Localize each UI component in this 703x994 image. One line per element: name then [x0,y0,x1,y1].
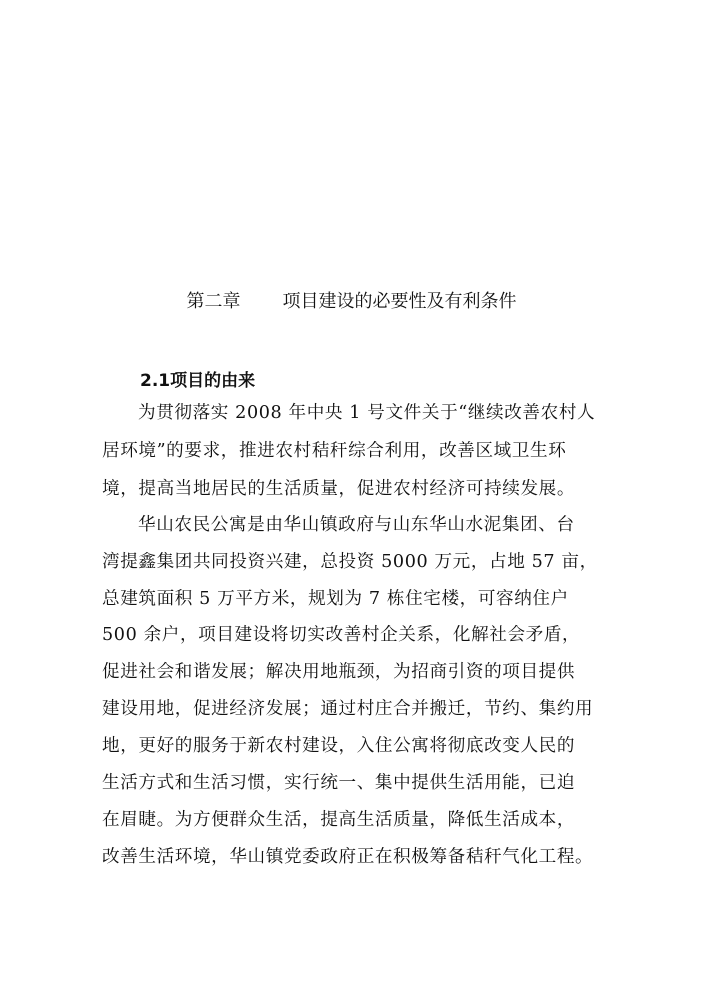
paragraph-2-line-5: 促进社会和谐发展；解决用地瓶颈，为招商引资的项目提供 [102,662,576,682]
paragraph-2-line-6: 建设用地，促进经济发展；通过村庄合并搬迁，节约、集约用 [102,699,594,719]
chapter-title [0,289,703,315]
paragraph-2-line-10: 改善生活环境，华山镇党委政府正在积极筹备秸秆气化工程。 [102,847,594,867]
paragraph-2-line-7: 地，更好的服务于新农村建设，入住公寓将彻底改变人民的 [102,736,576,756]
chapter-name: 项目建设的必要性及有利条件 [282,291,517,312]
paragraph-2-line-9: 在眉睫。为方便群众生活，提高生活质量，降低生活成本， [102,810,576,830]
paragraph-1-line-1: 为贯彻落实 2008 年中央 1 号文件关于“继续改善农村人 [138,403,596,423]
paragraph-2-line-3: 总建筑面积 5 万平方米，规划为 7 栋住宅楼，可容纳住户 [102,589,569,609]
paragraph-2-line-4: 500 余户，项目建设将切实改善村企关系，化解社会矛盾， [102,625,581,645]
paragraph-2-line-1: 华山农民公寓是由华山镇政府与山东华山水泥集团、台 [138,515,575,535]
paragraph-2-line-8: 生活方式和生活习惯，实行统一、集中提供生活用能，已迫 [102,773,576,793]
paragraph-1-line-3: 境，提高当地居民的生活质量，促进农村经济可持续发展。 [102,479,576,499]
paragraph-2-line-2: 湾提鑫集团共同投资兴建，总投资 5000 万元，占地 57 亩， [102,552,598,572]
paragraph-1-line-2: 居环境”的要求，推进农村秸秆综合利用，改善区域卫生环 [102,441,567,461]
section-heading: 2.1项目的由来 [140,371,256,391]
chapter-number: 第二章 [186,291,241,312]
